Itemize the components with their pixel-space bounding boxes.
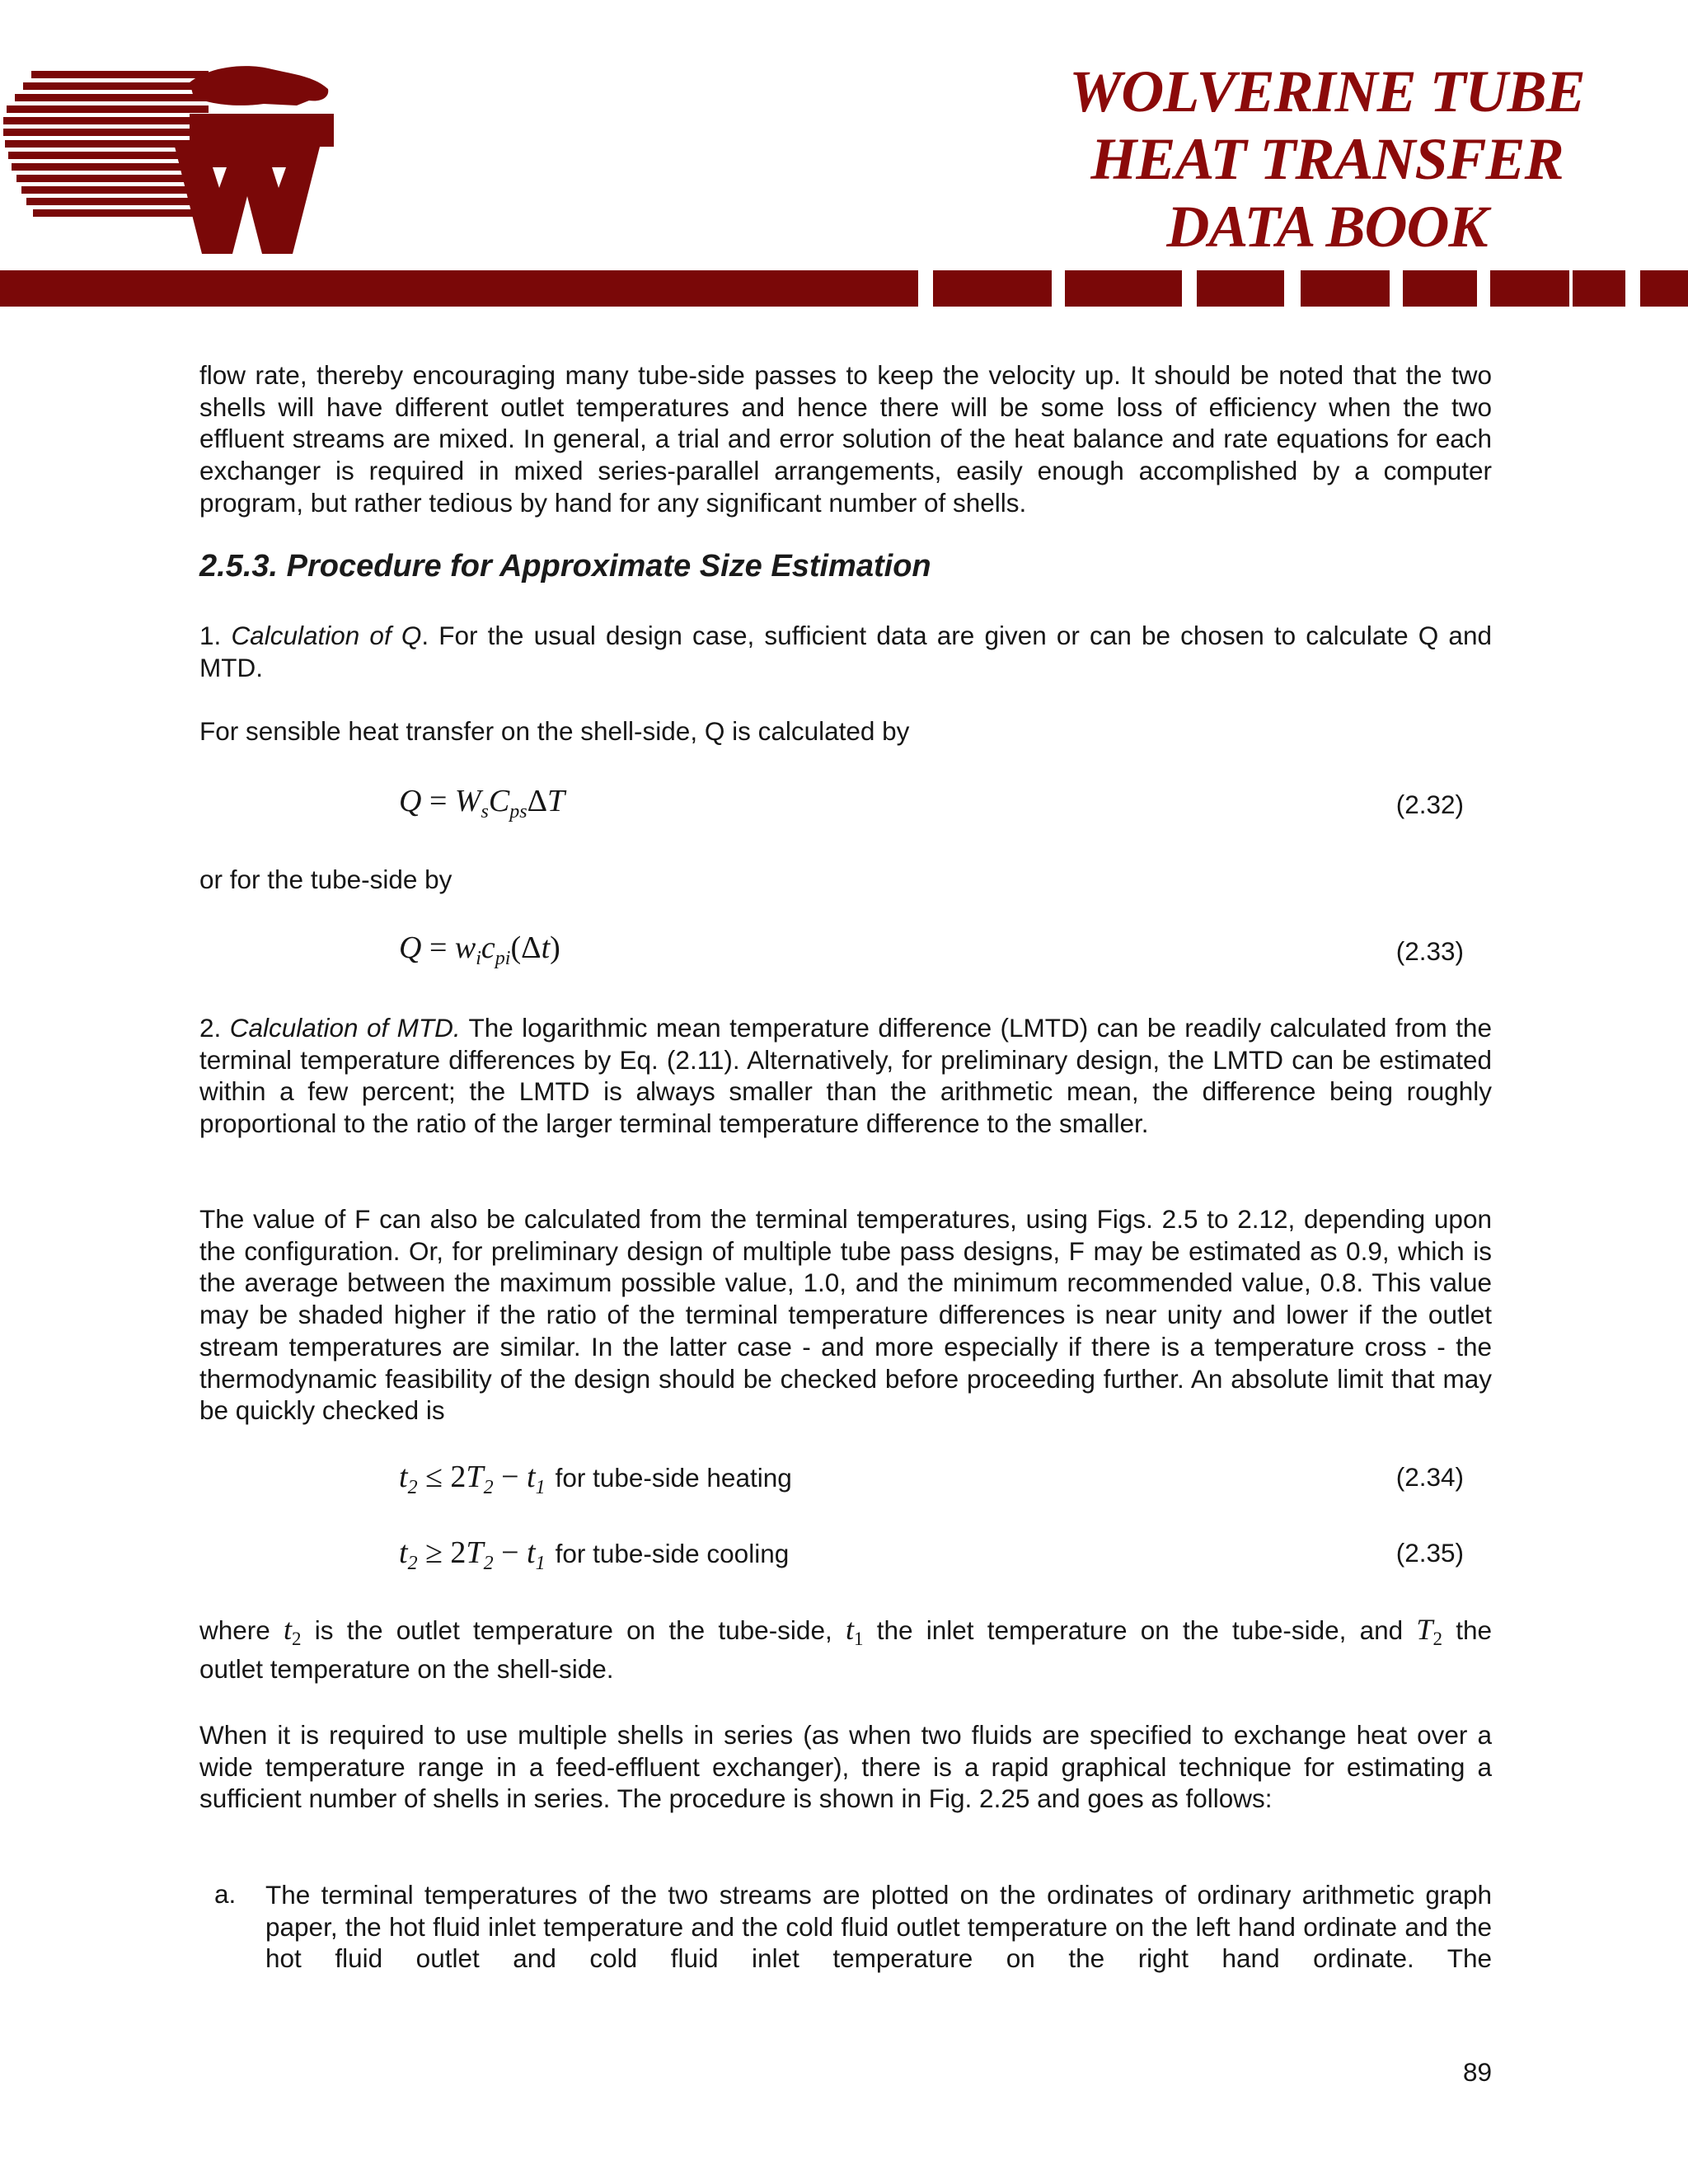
equation-number-2-34: (2.34) xyxy=(1395,1462,1464,1492)
step-2-number: 2. xyxy=(199,1013,222,1043)
equation-number-2-33: (2.33) xyxy=(1395,936,1464,966)
brand-line-1: WOLVERINE TUBE xyxy=(1069,59,1585,124)
intro-paragraph: flow rate, thereby encouraging many tube-side passes to keep the velocity up. It should be noted that the two shells will have different outlet temperatures and hence there will be some loss of efficiency when the two effluent streams are mixed. In general, a trial and error solution of the heat balance and rate equations for each exchanger is required in mixed series-parallel arrangements, easily enough accomplished by a computer program, but rather tedious by hand for any significant number of shells. xyxy=(199,360,1492,518)
brand-line-2: HEAT TRANSFER xyxy=(1090,126,1564,192)
multiple-shells-paragraph: When it is required to use multiple shells in series (as when two fluids are specified to exchange heat over a wide temperature range in a feed-effluent exchanger), there is a rapid graphical technique for estimating a sufficient number of shells in series. The procedure is shown in Fig. 2.25 and goes as follows: xyxy=(199,1720,1492,1814)
step-1-paragraph xyxy=(199,620,1492,683)
brand-title xyxy=(956,58,1688,260)
step-2-paragraph xyxy=(199,1012,1492,1140)
step-1-title: Calculation of Q xyxy=(231,621,422,650)
brand-line-3: DATA BOOK xyxy=(1166,194,1488,260)
step-2-title: Calculation of MTD. xyxy=(229,1013,461,1043)
step-1-text: . For the usual design case, sufficient data are given or can be chosen to calculate Q and MTD. xyxy=(199,621,1492,682)
section-heading: 2.5.3. Procedure for Approximate Size Estimation xyxy=(199,549,931,583)
equation-number-2-32: (2.32) xyxy=(1395,790,1464,819)
equation-2-33: $Q = w_ic_{pi}(\Delta t)$ xyxy=(399,930,560,969)
equation-2-32: $Q = W_sC_{ps}\Delta T$ xyxy=(399,784,565,823)
equation-2-35: $t_2 \ge 2T_2 - t_1$ for tube-side cooling xyxy=(399,1535,790,1574)
wolverine-w-logo-icon xyxy=(0,64,346,254)
equation-2-34: $t_2 \le 2T_2 - t_1$ for tube-side heating xyxy=(399,1460,792,1498)
list-item-a-text: The terminal temperatures of the two streams are plotted on the ordinates of ordinary arithmetic graph paper, the hot fluid inlet temperature and the cold fluid outlet temperature on the left hand ordinate and the hot fluid outlet and cold fluid inlet temperature on the right hand ordinate. The xyxy=(265,1880,1492,1974)
equation-number-2-35: (2.35) xyxy=(1395,1538,1464,1568)
list-item-a-marker: a. xyxy=(214,1879,237,1909)
where-line: where $t_2$ is the outlet temperature on the tube-side, $t_1$ the inlet temperature on the tube-side, and $T_2$ the xyxy=(199,1613,1492,1649)
where-line-continued: outlet temperature on the shell-side. xyxy=(199,1654,614,1684)
header-divider-bar xyxy=(0,270,1688,307)
step-2-text: The logarithmic mean temperature difference (LMTD) can be readily calculated from the terminal temperature differences by Eq. (2.11). Alternatively, for preliminary design, the LMTD can be estimated within a few percent; the LMTD is always smaller than the arithmetic mean, the difference being roughly proportional to the ratio of the larger terminal temperature difference to the smaller. xyxy=(199,1013,1492,1139)
page-number: 89 xyxy=(1462,2057,1492,2087)
shell-side-intro: For sensible heat transfer on the shell-side, Q is calculated by xyxy=(199,716,910,746)
f-factor-paragraph: The value of F can also be calculated from the terminal temperatures, using Figs. 2.5 to 2.12, depending upon the configuration. Or, for preliminary design of multiple tube pass designs, F may be estimated as 0.9, which is the average between the maximum possible value, 1.0, and the minimum recommended value, 0.8. This value may be shaded higher if the ratio of the terminal temperature differences is near unity and lower if the outlet stream temperatures are similar. In the latter case - and more especially if there is a temperature cross - the thermodynamic feasibility of the design should be checked before proceeding further. An absolute limit that may be quickly checked is xyxy=(199,1204,1492,1426)
tube-side-intro: or for the tube-side by xyxy=(199,865,452,894)
step-1-number: 1. xyxy=(199,621,222,650)
